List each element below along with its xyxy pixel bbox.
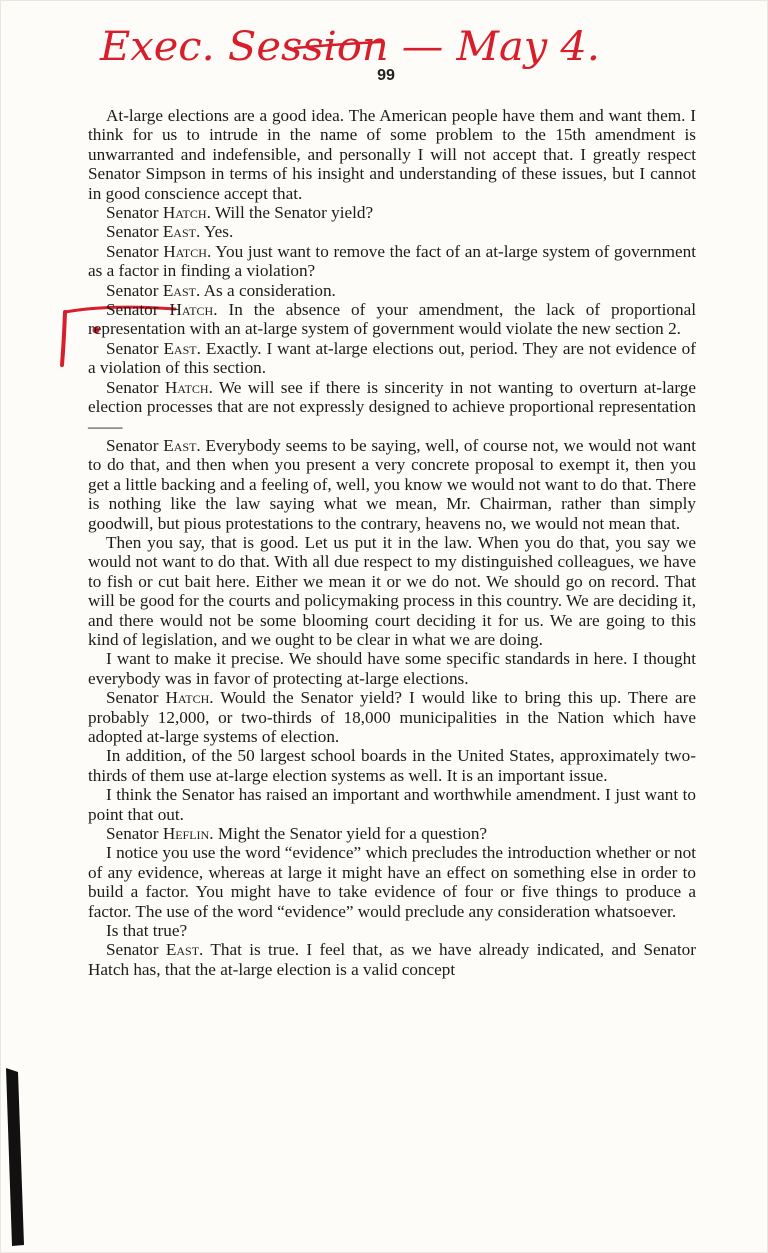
paragraph-text: We will see if there is sincerity in not wanting to overturn at-large election processes that are not expressly designed to achieve proportional representation—— [88, 377, 696, 436]
speaker-label: Senator Hatch. [106, 377, 219, 397]
paragraph-text: Would the Senator yield? I would like to bring this up. There are probably 12,000, or two-thirds of 18,000 municipalities in the Nation which have adopted at-large systems of election. [88, 688, 696, 746]
scan-edge-mark [0, 1060, 40, 1250]
speaker-label: Senator East. [106, 940, 211, 960]
speaker-name: Hatch [164, 377, 209, 397]
page-number: 99 [377, 67, 395, 84]
paragraph-text: I notice you use the word “evidence” which precludes the introduction whether or not of any evidence, whereas at large it might have an effect on something else in order to build a factor. You might have to take evidence of four or five things to produce a factor. The use of the word “evidence” would preclude any consideration whatsoever. [88, 843, 696, 921]
speaker-name: Heflin [162, 824, 210, 844]
paragraph [88, 300, 696, 339]
speaker-label: Senator Hatch. [106, 688, 221, 708]
speaker-label: Senator East. [106, 222, 204, 242]
speaker-label: Senator East. [106, 280, 204, 300]
speaker-name: East [163, 338, 197, 358]
paragraph [88, 222, 696, 241]
paragraph-text: Everybody seems to be saying, well, of course not, we would not want to do that, and then when you present a very concrete proposal to exempt it, then you get a little backing and a feeling of, well, you know we would not want to do that. There is nothing like the law saying what we mean, Mr. Chairman, rather than simply goodwill, but pious protestations to the contrary, heavens no, we would not mean that. [88, 435, 696, 533]
paragraph [88, 203, 696, 222]
paragraph [88, 688, 696, 746]
paragraph [88, 281, 696, 300]
speaker-label: Senator Hatch. [106, 203, 215, 223]
paragraph-text: As a consideration. [203, 280, 336, 300]
speaker-label: Senator Hatch. [106, 241, 216, 261]
paragraph-text: Will the Senator yield? [214, 203, 374, 223]
paragraph [88, 242, 696, 281]
paragraph [88, 339, 696, 378]
speaker-label: Senator Hatch. [106, 300, 229, 320]
paragraph-text: Is that true? [106, 921, 188, 941]
paragraph-text: Exactly. I want at-large elections out, period. They are not evidence of a violation of this section. [88, 338, 696, 378]
paragraph [88, 533, 696, 649]
speaker-name: East [162, 280, 196, 300]
speaker-name: Hatch [169, 300, 214, 320]
paragraph [88, 824, 696, 843]
paragraph-text: In addition, of the 50 largest school boards in the United States, approximately two-thirds of them use at-large election systems as well. It is an important issue. [88, 746, 696, 785]
paragraph-text: At-large elections are a good idea. The American people have them and want them. I think for us to intrude in the name of some problem to the 15th amendment is unwarranted and indefensible, and personally I will not accept that. I greatly respect Senator Simpson in terms of his insight and understanding of these issues, but I cannot in good conscience accept that. [88, 106, 696, 203]
speaker-name: Hatch [165, 688, 210, 708]
handwritten-annotation [80, 0, 640, 90]
paragraph [88, 649, 696, 688]
paragraph [88, 940, 696, 979]
speaker-label: Senator East. [106, 435, 206, 455]
paragraph-text: That is true. I feel that, as we have already indicated, and Senator Hatch has, that the at-large election is a valid concept [88, 940, 696, 979]
speaker-name: East [162, 222, 196, 242]
speaker-name: Hatch [162, 203, 207, 223]
paragraph-text: In the absence of your amendment, the lack of proportional representation with an at-large system of government would violate the new section 2. [88, 300, 696, 339]
paragraph [88, 843, 696, 921]
paragraph [88, 746, 696, 785]
paragraph [88, 785, 696, 824]
speaker-name: East [165, 940, 200, 960]
svg-text:Exec. Session — May 4.: Exec. Session — May 4. [98, 24, 600, 70]
paragraph [88, 378, 696, 436]
paragraph-text: You just want to remove the fact of an at-large system of government as a factor in finding a violation? [88, 241, 696, 281]
paragraph [88, 436, 696, 533]
document-body [88, 106, 696, 979]
paragraph-text: I think the Senator has raised an important and worthwhile amendment. I just want to point that out. [88, 785, 696, 824]
paragraph-text: Yes. [203, 222, 234, 242]
speaker-name: Hatch [163, 241, 207, 261]
speaker-label: Senator East. [106, 338, 206, 358]
speaker-label: Senator Heflin. [106, 824, 218, 844]
paragraph [88, 106, 696, 203]
paragraph-text: Then you say, that is good. Let us put it in the law. When you do that, you say we would not want to do that. With all due respect to my distinguished colleagues, we have to fish or cut bait here. Either we mean it or we do not. We should go on record. That will be good for the courts and policymaking process in this country. We are deciding it, and there would not be some blooming court deciding it for us. We are going to this kind of legislation, and we ought to be clear in what we are doing. [88, 532, 696, 649]
speaker-name: East [163, 435, 197, 455]
paragraph-text: I want to make it precise. We should have some specific standards in here. I thought everybody was in favor of protecting at-large elections. [88, 649, 696, 688]
paragraph [88, 921, 696, 940]
paragraph-text: Might the Senator yield for a question? [217, 824, 488, 844]
